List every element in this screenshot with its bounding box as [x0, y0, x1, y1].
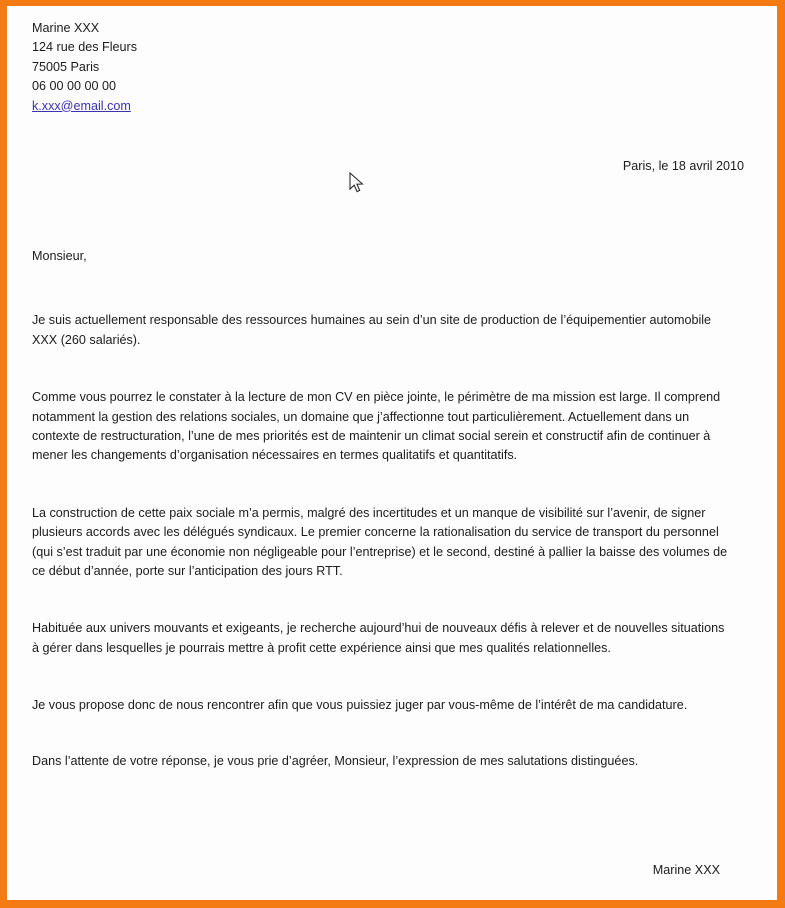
letter-document	[12, 9, 772, 896]
signature: Marine XXX	[652, 863, 720, 877]
sender-street: 124 rue des Fleurs	[32, 40, 138, 55]
letter-body	[32, 247, 732, 809]
body-paragraph-5: Je vous propose donc de nous rencontrer afin que vous puissiez juger par vous-même de l’intérêt de ma candidature.	[32, 698, 688, 713]
body-paragraph-2: Comme vous pourrez le constater à la lecture de mon CV en pièce jointe, le périmètre de ma mission est large. Il comprend notamment la gestion des relations sociales, un domaine que j’affectionne tout particulièrement. Actuellement dans un contexte de restructuration, l’une de mes priorités est de maintenir un climat social serein et constructif afin de continuer à mener les changements d’organisation nécessaires en termes qualitatifs et quantitatifs.	[32, 390, 721, 463]
sender-name: Marine XXX	[32, 21, 100, 35]
salutation: Monsieur,	[32, 249, 87, 263]
sender-email-link[interactable]: k.xxx@email.com	[32, 98, 131, 113]
body-paragraph-1: Je suis actuellement responsable des ressources humaines au sein d’un site de production de l’équipementier automobile XXX (260 salariés).	[32, 313, 712, 347]
date-line: Paris, le 18 avril 2010	[622, 159, 744, 173]
body-paragraph-4: Habituée aux univers mouvants et exigeants, je recherche aujourd’hui de nouveaux défis à relever et de nouvelles situations à gérer dans lesquelles je pourrais mettre à profit cette expérience ainsi que mes qualités relationnelles.	[32, 621, 725, 655]
sender-city: 75005 Paris	[32, 59, 100, 74]
body-paragraph-3: La construction de cette paix sociale m’a permis, malgré des incertitudes et un manque de visibilité sur l’avenir, de signer plusieurs accords avec les délégués syndicaux. Le premier concerne la rationalisation du service de transport du personnel (qui s’est traduit par une économie non négligeable pour l’entreprise) et le second, destiné à pallier la baisse des volumes de ce début d’année, porte sur l’anticipation des jours RTT.	[32, 505, 728, 579]
body-paragraph-6: Dans l’attente de votre réponse, je vous prie d’agréer, Monsieur, l’expression de mes salutations distinguées.	[32, 753, 639, 768]
page-white-gutter	[7, 6, 777, 900]
sender-phone: 06 00 00 00 00	[32, 79, 117, 94]
sender-address-block	[32, 19, 744, 116]
